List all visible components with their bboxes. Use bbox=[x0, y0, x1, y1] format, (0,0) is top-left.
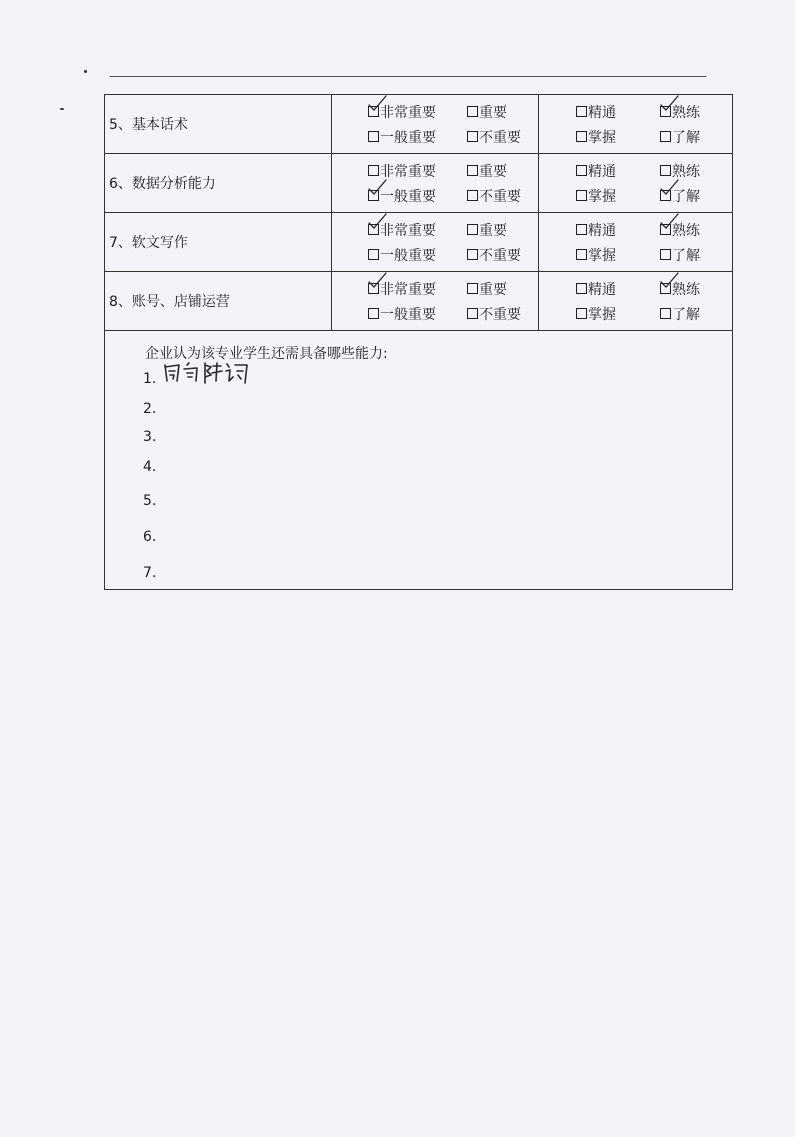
importance-option-label: 一般重要 bbox=[380, 247, 436, 264]
checkbox-icon[interactable] bbox=[576, 283, 587, 294]
handwritten-answer-1 bbox=[161, 357, 253, 385]
level-option[interactable] bbox=[576, 279, 648, 299]
importance-options bbox=[332, 154, 539, 213]
importance-option[interactable] bbox=[467, 127, 538, 147]
item-number-1: 1. bbox=[143, 371, 157, 387]
importance-option-label: 一般重要 bbox=[380, 188, 436, 205]
level-option-label: 精通 bbox=[588, 222, 616, 239]
level-option[interactable] bbox=[576, 245, 648, 265]
level-option[interactable] bbox=[660, 279, 732, 299]
importance-option[interactable] bbox=[467, 220, 538, 240]
importance-option[interactable] bbox=[467, 279, 538, 299]
level-options bbox=[539, 154, 733, 213]
importance-option-label: 不重要 bbox=[479, 306, 521, 323]
item-number-5: 5. bbox=[143, 493, 157, 509]
importance-options bbox=[332, 213, 539, 272]
item-number-7: 7. bbox=[143, 565, 157, 581]
level-option-label: 熟练 bbox=[672, 222, 700, 239]
skills-table bbox=[104, 94, 733, 590]
item-number-4: 4. bbox=[143, 459, 157, 475]
checkbox-icon[interactable] bbox=[368, 224, 379, 235]
importance-option-label: 非常重要 bbox=[380, 222, 436, 239]
level-options bbox=[539, 272, 733, 331]
checkbox-icon[interactable] bbox=[467, 283, 478, 294]
checkbox-icon[interactable] bbox=[467, 190, 478, 201]
importance-option-label: 不重要 bbox=[479, 188, 521, 205]
importance-option-label: 重要 bbox=[479, 222, 507, 239]
level-option-label: 掌握 bbox=[588, 188, 616, 205]
checkbox-icon[interactable] bbox=[576, 190, 587, 201]
importance-option[interactable] bbox=[368, 161, 453, 181]
checkbox-icon[interactable] bbox=[368, 165, 379, 176]
checkbox-icon[interactable] bbox=[660, 283, 671, 294]
checkbox-icon[interactable] bbox=[368, 131, 379, 142]
checkbox-icon[interactable] bbox=[660, 224, 671, 235]
level-options bbox=[539, 213, 733, 272]
level-option-label: 精通 bbox=[588, 163, 616, 180]
importance-option-label: 不重要 bbox=[479, 247, 521, 264]
level-option-label: 掌握 bbox=[588, 306, 616, 323]
checkbox-icon[interactable] bbox=[660, 308, 671, 319]
level-option[interactable] bbox=[576, 161, 648, 181]
importance-option[interactable] bbox=[467, 161, 538, 181]
importance-option-label: 重要 bbox=[479, 281, 507, 298]
level-option-label: 精通 bbox=[588, 104, 616, 121]
level-option[interactable] bbox=[660, 102, 732, 122]
additional-abilities-question: 企业认为该专业学生还需具备哪些能力: bbox=[145, 346, 388, 362]
level-option-label: 了解 bbox=[672, 129, 700, 146]
checkbox-icon[interactable] bbox=[368, 283, 379, 294]
level-option[interactable] bbox=[576, 220, 648, 240]
importance-option[interactable] bbox=[467, 102, 538, 122]
level-option[interactable] bbox=[576, 186, 648, 206]
level-option[interactable] bbox=[576, 127, 648, 147]
checkbox-icon[interactable] bbox=[660, 106, 671, 117]
checkbox-icon[interactable] bbox=[576, 308, 587, 319]
level-option-label: 了解 bbox=[672, 247, 700, 264]
skill-row bbox=[105, 272, 733, 331]
checkbox-icon[interactable] bbox=[660, 249, 671, 260]
checkbox-icon[interactable] bbox=[660, 165, 671, 176]
checkbox-icon[interactable] bbox=[368, 249, 379, 260]
importance-option-label: 一般重要 bbox=[380, 129, 436, 146]
skill-row bbox=[105, 154, 733, 213]
checkbox-icon[interactable] bbox=[467, 224, 478, 235]
importance-option-label: 不重要 bbox=[479, 129, 521, 146]
checkbox-icon[interactable] bbox=[368, 308, 379, 319]
level-options bbox=[539, 95, 733, 154]
importance-option-label: 一般重要 bbox=[380, 306, 436, 323]
checkbox-icon[interactable] bbox=[467, 249, 478, 260]
checkbox-icon[interactable] bbox=[467, 308, 478, 319]
importance-options bbox=[332, 95, 539, 154]
item-number-6: 6. bbox=[143, 529, 157, 545]
importance-options bbox=[332, 272, 539, 331]
level-option-label: 了解 bbox=[672, 188, 700, 205]
checkbox-icon[interactable] bbox=[576, 249, 587, 260]
skill-row bbox=[105, 213, 733, 272]
importance-option[interactable] bbox=[368, 279, 453, 299]
item-number-3: 3. bbox=[143, 429, 157, 445]
importance-option[interactable] bbox=[368, 304, 453, 324]
level-option-label: 熟练 bbox=[672, 104, 700, 121]
importance-option[interactable] bbox=[467, 304, 538, 324]
importance-option[interactable] bbox=[368, 186, 453, 206]
importance-option[interactable] bbox=[467, 186, 538, 206]
level-option[interactable] bbox=[660, 304, 732, 324]
importance-option[interactable] bbox=[368, 220, 453, 240]
level-option-label: 了解 bbox=[672, 306, 700, 323]
checkbox-icon[interactable] bbox=[467, 106, 478, 117]
additional-abilities-cell bbox=[105, 331, 733, 590]
checkbox-icon[interactable] bbox=[576, 106, 587, 117]
checkbox-icon[interactable] bbox=[576, 131, 587, 142]
item-number-2: 2. bbox=[143, 401, 157, 417]
importance-option-label: 重要 bbox=[479, 104, 507, 121]
importance-option-label: 重要 bbox=[479, 163, 507, 180]
importance-option[interactable] bbox=[368, 127, 453, 147]
level-option-label: 掌握 bbox=[588, 129, 616, 146]
checkbox-icon[interactable] bbox=[660, 131, 671, 142]
importance-option[interactable] bbox=[467, 245, 538, 265]
level-option-label: 精通 bbox=[588, 281, 616, 298]
skill-name: 5、基本话术 bbox=[105, 95, 332, 154]
level-option[interactable] bbox=[660, 186, 732, 206]
level-option[interactable] bbox=[660, 127, 732, 147]
checkbox-icon[interactable] bbox=[467, 131, 478, 142]
scan-speck bbox=[84, 70, 87, 73]
level-option-label: 熟练 bbox=[672, 281, 700, 298]
checkbox-icon[interactable] bbox=[368, 106, 379, 117]
level-option[interactable] bbox=[660, 161, 732, 181]
level-option[interactable] bbox=[660, 220, 732, 240]
checkbox-icon[interactable] bbox=[660, 190, 671, 201]
skill-name: 8、账号、店铺运营 bbox=[105, 272, 332, 331]
checkbox-icon[interactable] bbox=[368, 190, 379, 201]
importance-option-label: 非常重要 bbox=[380, 163, 436, 180]
level-option-label: 掌握 bbox=[588, 247, 616, 264]
skill-name: 7、软文写作 bbox=[105, 213, 332, 272]
level-option[interactable] bbox=[660, 245, 732, 265]
checkbox-icon[interactable] bbox=[576, 165, 587, 176]
checkbox-icon[interactable] bbox=[576, 224, 587, 235]
scan-speck bbox=[60, 108, 64, 110]
skill-name: 6、数据分析能力 bbox=[105, 154, 332, 213]
importance-option-label: 非常重要 bbox=[380, 104, 436, 121]
skill-row bbox=[105, 95, 733, 154]
checkbox-icon[interactable] bbox=[467, 165, 478, 176]
importance-option[interactable] bbox=[368, 102, 453, 122]
level-option[interactable] bbox=[576, 102, 648, 122]
importance-option[interactable] bbox=[368, 245, 453, 265]
level-option[interactable] bbox=[576, 304, 648, 324]
importance-option-label: 非常重要 bbox=[380, 281, 436, 298]
header-rule bbox=[110, 76, 706, 77]
level-option-label: 熟练 bbox=[672, 163, 700, 180]
